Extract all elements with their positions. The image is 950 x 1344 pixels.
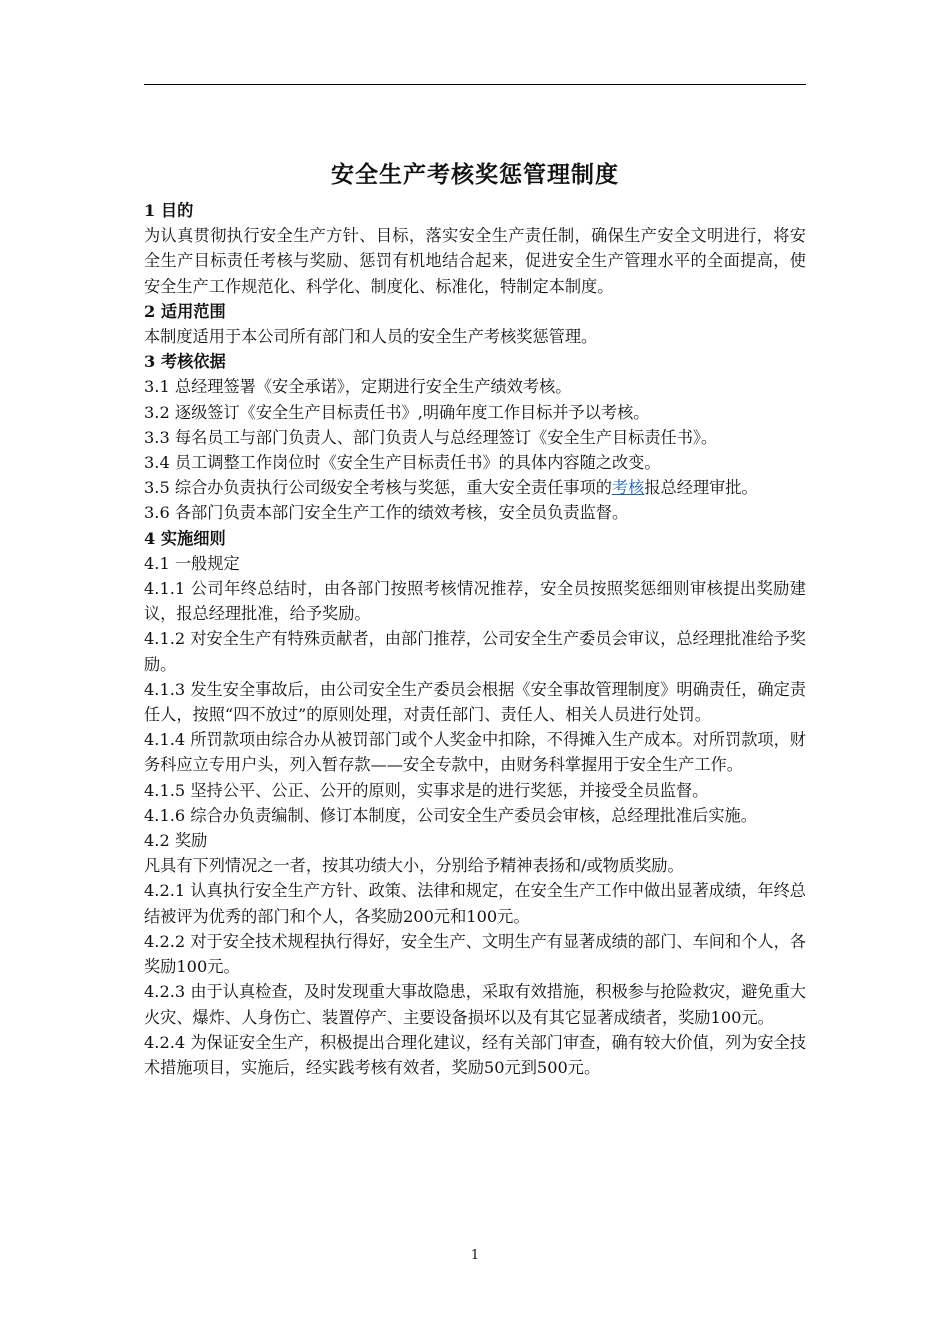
page-number: 1	[470, 1248, 480, 1263]
paragraph-3-6: 3.6 各部门负责本部门安全生产工作的绩效考核，安全员负责监督。	[144, 503, 629, 523]
paragraph-3-3: 3.3 每名员工与部门负责人、部门负责人与总经理签订《安全生产目标责任书》。	[144, 427, 718, 447]
header-rule	[144, 84, 806, 85]
paragraph-4-2-intro: 凡具有下列情况之一者，按其功绩大小，分别给予精神表扬和/或物质奖励。	[144, 856, 684, 876]
paragraph-4-2-1: 4.2.1 认真执行安全生产方针、政策、法律和规定，在安全生产工作中做出显著成绩，年终总结被评为优秀的部门和个人，各奖励200元和100元。	[144, 881, 806, 926]
assessment-link[interactable]: 考核	[611, 478, 645, 498]
section-heading-rules: 4 实施细则	[144, 528, 226, 548]
document-title: 安全生产考核奖惩管理制度	[331, 161, 619, 188]
subheading-4-2: 4.2 奖励	[144, 831, 208, 851]
paragraph-scope: 本制度适用于本公司所有部门和人员的安全生产考核奖惩管理。	[144, 327, 598, 347]
paragraph-3-5	[144, 475, 806, 500]
paragraph-3-5-text-before: 3.5 综合办负责执行公司级安全考核与奖惩，重大安全责任事项的	[144, 478, 612, 498]
paragraph-4-1-1: 4.1.1 公司年终总结时，由各部门按照考核情况推荐，安全员按照奖惩细则审核提出奖励建议，报总经理批准，给予奖励。	[144, 579, 806, 624]
paragraph-4-1-5: 4.1.5 坚持公平、公正、公开的原则，实事求是的进行奖惩，并接受全员监督。	[144, 780, 709, 800]
paragraph-4-2-2: 4.2.2 对于安全技术规程执行得好，安全生产、文明生产有显著成绩的部门、车间和个人，各奖励100元。	[144, 931, 806, 977]
subheading-4-1: 4.1 一般规定	[144, 553, 240, 573]
paragraph-3-1: 3.1 总经理签署《安全承诺》，定期进行安全生产绩效考核。	[144, 377, 572, 397]
paragraph-4-1-4: 4.1.4 所罚款项由综合办从被罚部门或个人奖金中扣除，不得摊入生产成本。对所罚款项，财务科应立专用户头，列入暂存款——安全专款中，由财务科掌握用于安全生产工作。	[144, 730, 806, 775]
paragraph-4-2-4: 4.2.4 为保证安全生产，积极提出合理化建议，经有关部门审查，确有较大价值，列为安全技术措施项目，实施后，经实践考核有效者，奖励50元到500元。	[144, 1032, 806, 1077]
paragraph-3-4: 3.4 员工调整工作岗位时《安全生产目标责任书》的具体内容随之改变。	[144, 453, 661, 473]
paragraph-4-2-3: 4.2.3 由于认真检查，及时发现重大事故隐患，采取有效措施，积极参与抢险救灾，避免重大火灾、爆炸、人身伤亡、装置停产、主要设备损坏以及有其它显著成绩者，奖励100元。	[144, 982, 806, 1027]
section-heading-basis: 3 考核依据	[144, 352, 226, 372]
document-body	[144, 158, 806, 1080]
paragraph-purpose: 为认真贯彻执行安全生产方针、目标，落实安全生产责任制，确保生产安全文明进行，将安全生产目标责任考核与奖励、惩罚有机地结合起来，促进安全生产管理水平的全面提高，使安全生产工作规范化、科学化、制度化、标准化，特制定本制度。	[144, 226, 806, 296]
paragraph-3-2: 3.2 逐级签订《安全生产目标责任书》,明确年度工作目标并予以考核。	[144, 402, 650, 422]
paragraph-4-1-2: 4.1.2 对安全生产有特殊贡献者，由部门推荐，公司安全生产委员会审议，总经理批准给予奖励。	[144, 629, 806, 674]
paragraph-4-1-6: 4.1.6 综合办负责编制、修订本制度，公司安全生产委员会审核，总经理批准后实施。	[144, 805, 757, 825]
paragraph-3-5-text-after: 报总经理审批。	[644, 478, 758, 498]
section-heading-scope: 2 适用范围	[144, 301, 226, 321]
section-heading-purpose: 1 目的	[144, 201, 194, 220]
paragraph-4-1-3: 4.1.3 发生安全事故后，由公司安全生产委员会根据《安全事故管理制度》明确责任，确定责任人，按照“四不放过”的原则处理，对责任部门、责任人、相关人员进行处罚。	[144, 679, 806, 725]
